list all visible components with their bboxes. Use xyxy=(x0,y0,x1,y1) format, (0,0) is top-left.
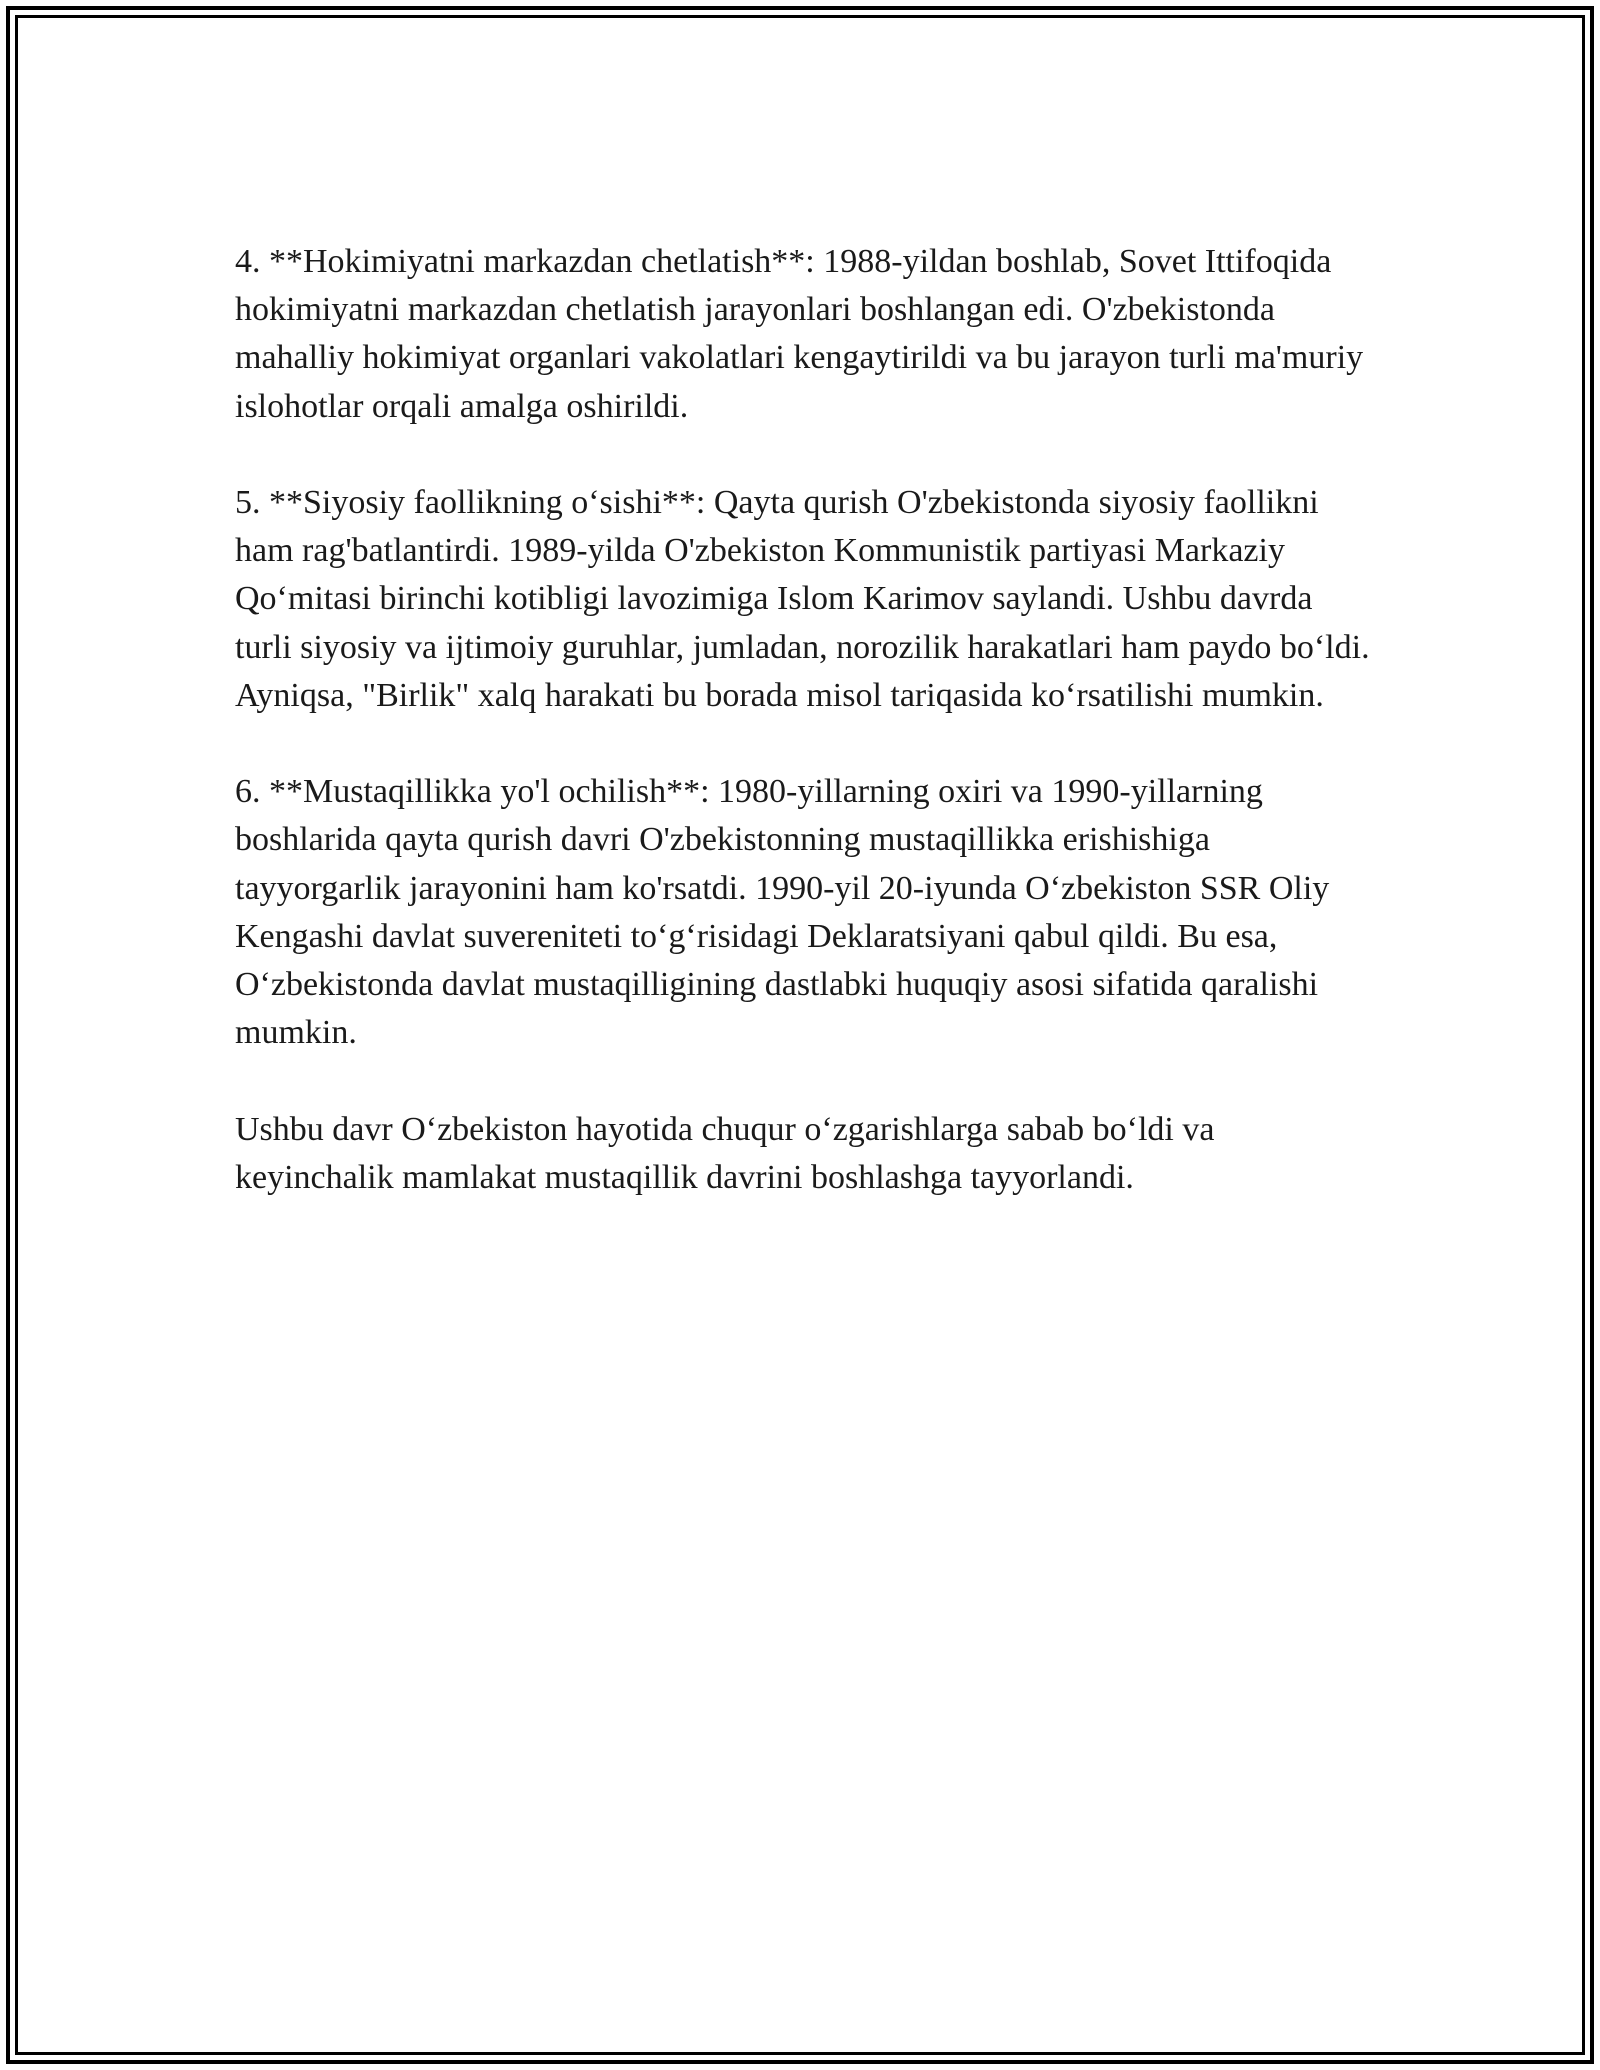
paragraph-decentralization: 4. **Hokimiyatni markazdan chetlatish**: 1988-yildan boshlab, Sovet Ittifoqida hokimiyatni markazdan chetlatish jarayonlari boshlangan edi. O'zbekistonda mahalliy hokimiyat organlari vakolatlari kengaytirildi va bu jarayon turli ma'muriy islohotlar orqali amalga oshirildi. xyxy=(235,243,1364,425)
document-body xyxy=(235,238,1375,1202)
paragraph-political-activity: 5. **Siyosiy faollikning o‘sishi**: Qayta qurish O'zbekistonda siyosiy faollikni ham rag'batlantirdi. 1989-yilda O'zbekiston Kommunistik partiyasi Markaziy Qo‘mitasi birinchi kotibligi lavozimiga Islom Karimov saylandi. Ushbu davrda turli siyosiy va ijtimoiy guruhlar, jumladan, norozilik harakatlari ham paydo bo‘ldi. Ayniqsa, "Birlik" xalq harakati bu borada misol tariqasida ko‘rsatilishi mumkin. xyxy=(235,484,1370,714)
paragraph-path-to-independence: 6. **Mustaqillikka yo'l ochilish**: 1980-yillarning oxiri va 1990-yillarning boshlarida qayta qurish davri O'zbekistonning mustaqillikka erishishiga tayyorgarlik jarayonini ham ko'rsatdi. 1990-yil 20-iyunda O‘zbekiston SSR Oliy Kengashi davlat suvereniteti to‘g‘risidagi Deklaratsiyani qabul qildi. Bu esa, O‘zbekistonda davlat mustaqilligining dastlabki huquqiy asosi sifatida qaralishi mumkin. xyxy=(235,773,1330,1052)
paragraph-conclusion: Ushbu davr O‘zbekiston hayotida chuqur o‘zgarishlarga sabab bo‘ldi va keyinchalik mamlakat mustaqillik davrini boshlashga tayyorlandi. xyxy=(235,1110,1215,1196)
